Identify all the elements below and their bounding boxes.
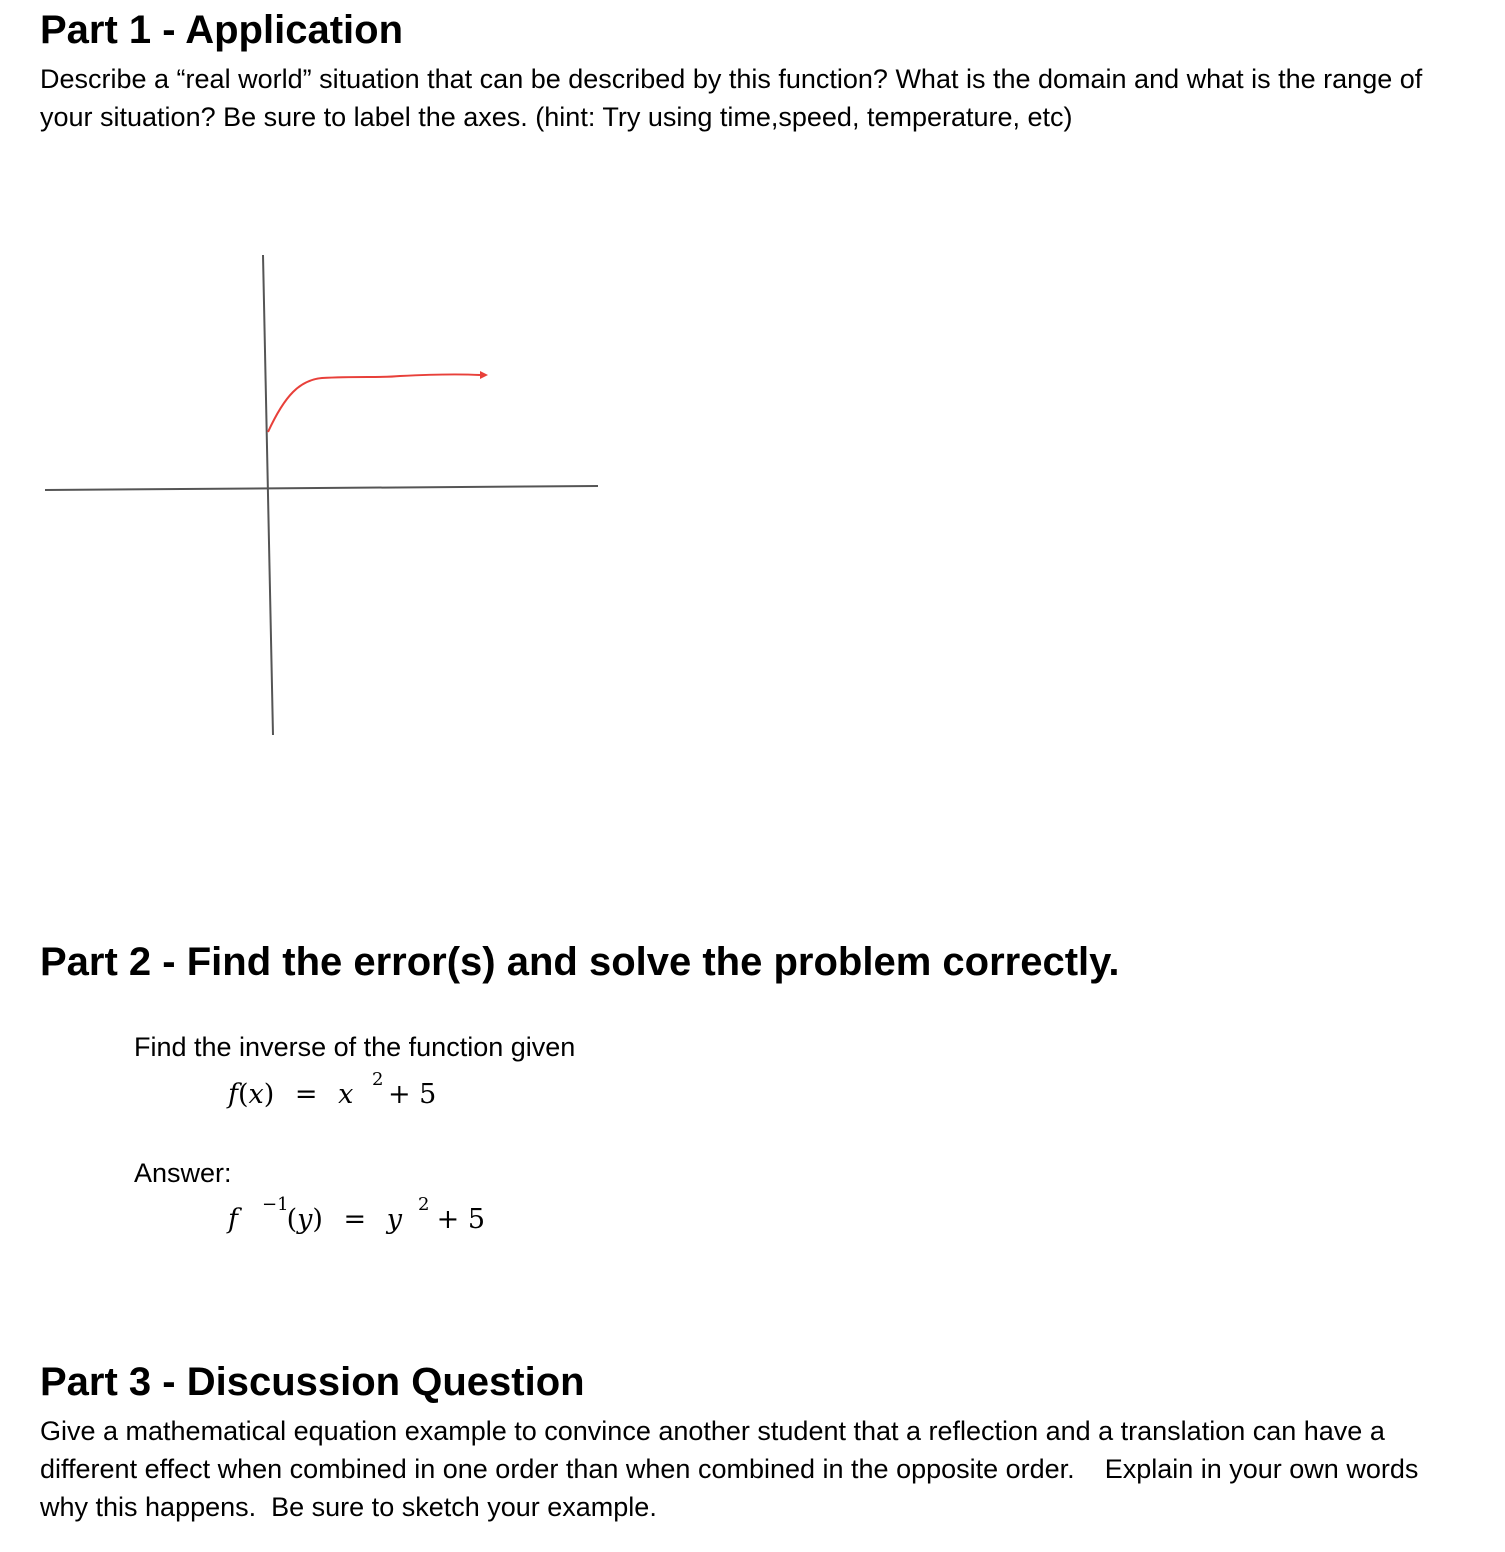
part1-heading: Part 1 - Application	[40, 8, 404, 52]
given-equals: =	[294, 1079, 318, 1110]
answer-base: y	[386, 1204, 403, 1235]
part1-body: Describe a “real world” situation that can be described by this function? What is the domain and what is the range of your situation? Be sure to label the axes. (hint: Try using time,speed, temperature, etc)	[40, 64, 1423, 132]
part3-body: Give a mathematical equation example to convince another student that a reflection and a translation can have a different effect when combined in one order than when combined in the opposite order. Explain in your own words why this happens. Be sure to sketch your example.	[40, 1416, 1426, 1522]
given-lparen: (	[238, 1079, 249, 1110]
answer-rest: + 5	[436, 1204, 486, 1235]
answer-equals: =	[343, 1204, 367, 1235]
answer-exponent: 2	[418, 1194, 430, 1215]
function-sketch	[0, 240, 640, 760]
y-axis	[263, 255, 273, 735]
curve-arrowhead	[480, 371, 488, 379]
answer-equation	[228, 1194, 486, 1235]
part3-heading: Part 3 - Discussion Question	[40, 1360, 585, 1404]
given-exponent: 2	[372, 1069, 384, 1090]
answer-label: Answer:	[134, 1158, 232, 1188]
answer-var: y	[297, 1204, 313, 1235]
part2-prompt: Find the inverse of the function given	[134, 1032, 576, 1062]
x-axis	[45, 486, 598, 490]
answer-rparen: )	[312, 1204, 323, 1235]
answer-f: f	[228, 1204, 238, 1235]
function-curve	[268, 374, 480, 432]
given-f: f	[228, 1079, 238, 1110]
given-rest: + 5	[387, 1079, 437, 1110]
part2-heading: Part 2 - Find the error(s) and solve the problem correctly.	[40, 940, 1120, 984]
given-var: x	[248, 1079, 264, 1110]
given-equation	[228, 1069, 437, 1110]
given-rparen: )	[263, 1079, 275, 1110]
answer-inverse-exponent: −1	[262, 1194, 289, 1215]
answer-lparen: (	[286, 1204, 298, 1235]
given-base: x	[338, 1079, 354, 1110]
